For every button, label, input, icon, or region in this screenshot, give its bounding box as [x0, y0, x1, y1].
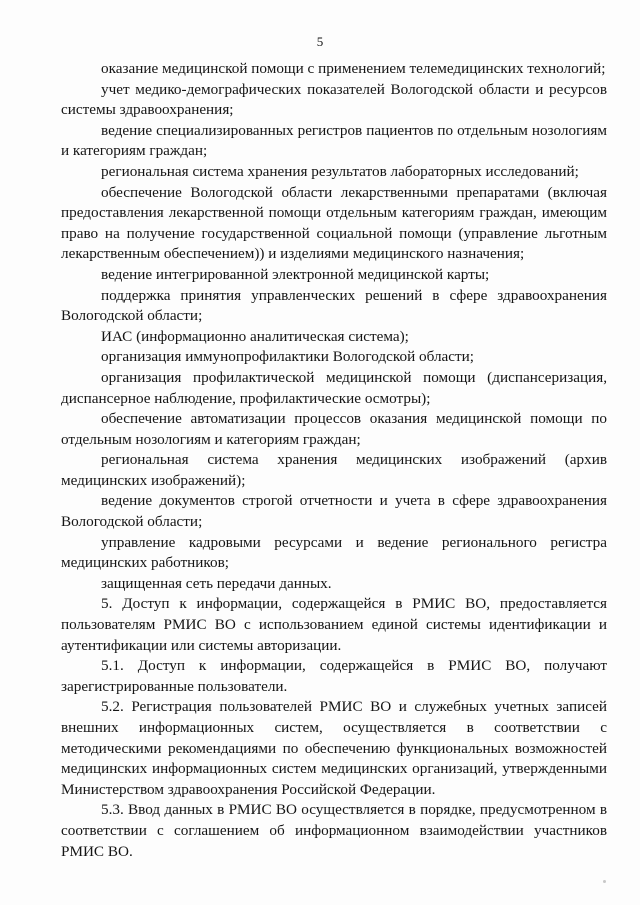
- list-item: оказание медицинской помощи с применением телемедицинских технологий;: [101, 60, 606, 77]
- page-number: 5: [316, 34, 324, 49]
- list-item: региональная система хранения медицинских изображений (архив медицинских изображений);: [61, 451, 607, 489]
- section-paragraph: 5.3. Ввод данных в РМИС ВО осуществляется в порядке, предусмотренном в соответствии с соглашением об информационном взаимодействии участников РМИС ВО.: [61, 801, 607, 860]
- section-paragraph: 5.1. Доступ к информации, содержащейся в РМИС ВО, получают зарегистрированные пользователи.: [61, 657, 607, 695]
- list-item: организация иммунопрофилактики Вологодской области;: [101, 348, 474, 366]
- list-item: ведение интегрированной электронной медицинской карты;: [101, 265, 490, 283]
- scan-artifact: [603, 880, 606, 883]
- list-item: ведение специализированных регистров пациентов по отдельным нозологиям и категориям граждан;: [61, 121, 607, 160]
- section-paragraph: 5. Доступ к информации, содержащейся в РМИС ВО, предоставляется пользователям РМИС ВО с использованием единой системы идентификации и аутентификации или системы авторизации.: [61, 595, 607, 654]
- list-item: ведение документов строгой отчетности и учета в сфере здравоохранения Вологодской области;: [61, 492, 607, 531]
- document-body: [61, 59, 607, 862]
- list-item: поддержка принятия управленческих решений в сфере здравоохранения Вологодской области;: [61, 286, 607, 325]
- section-paragraph: 5.2. Регистрация пользователей РМИС ВО и служебных учетных записей внешних информационных систем, осуществляется в соответствии с методическими рекомендациями по обеспечению функциональных возможностей медицинских информационных систем медицинских организаций, утвержденными Министерством здравоохранения Российской Федерации.: [61, 698, 607, 798]
- list-item: региональная система хранения результатов лабораторных исследований;: [101, 162, 579, 180]
- list-item: ИАС (информационно аналитическая система);: [101, 327, 409, 345]
- list-item: управление кадровыми ресурсами и ведение регионального регистра медицинских работников;: [61, 533, 607, 572]
- list-item: защищенная сеть передачи данных.: [101, 574, 332, 592]
- list-item: обеспечение автоматизации процессов оказания медицинской помощи по отдельным нозологиям и категориям граждан;: [61, 410, 607, 448]
- list-item: учет медико-демографических показателей Вологодской области и ресурсов системы здравоохранения;: [61, 80, 607, 119]
- list-item: организация профилактической медицинской помощи (диспансеризация, диспансерное наблюдение, профилактические осмотры);: [61, 368, 607, 407]
- list-item: обеспечение Вологодской области лекарственными препаратами (включая предоставления лекарственной помощи отдельным категориям граждан, имеющим право на получение государственной социальной помощи (управление льготным лекарственным обеспечением)) и изделиями медицинского назначения;: [61, 183, 607, 263]
